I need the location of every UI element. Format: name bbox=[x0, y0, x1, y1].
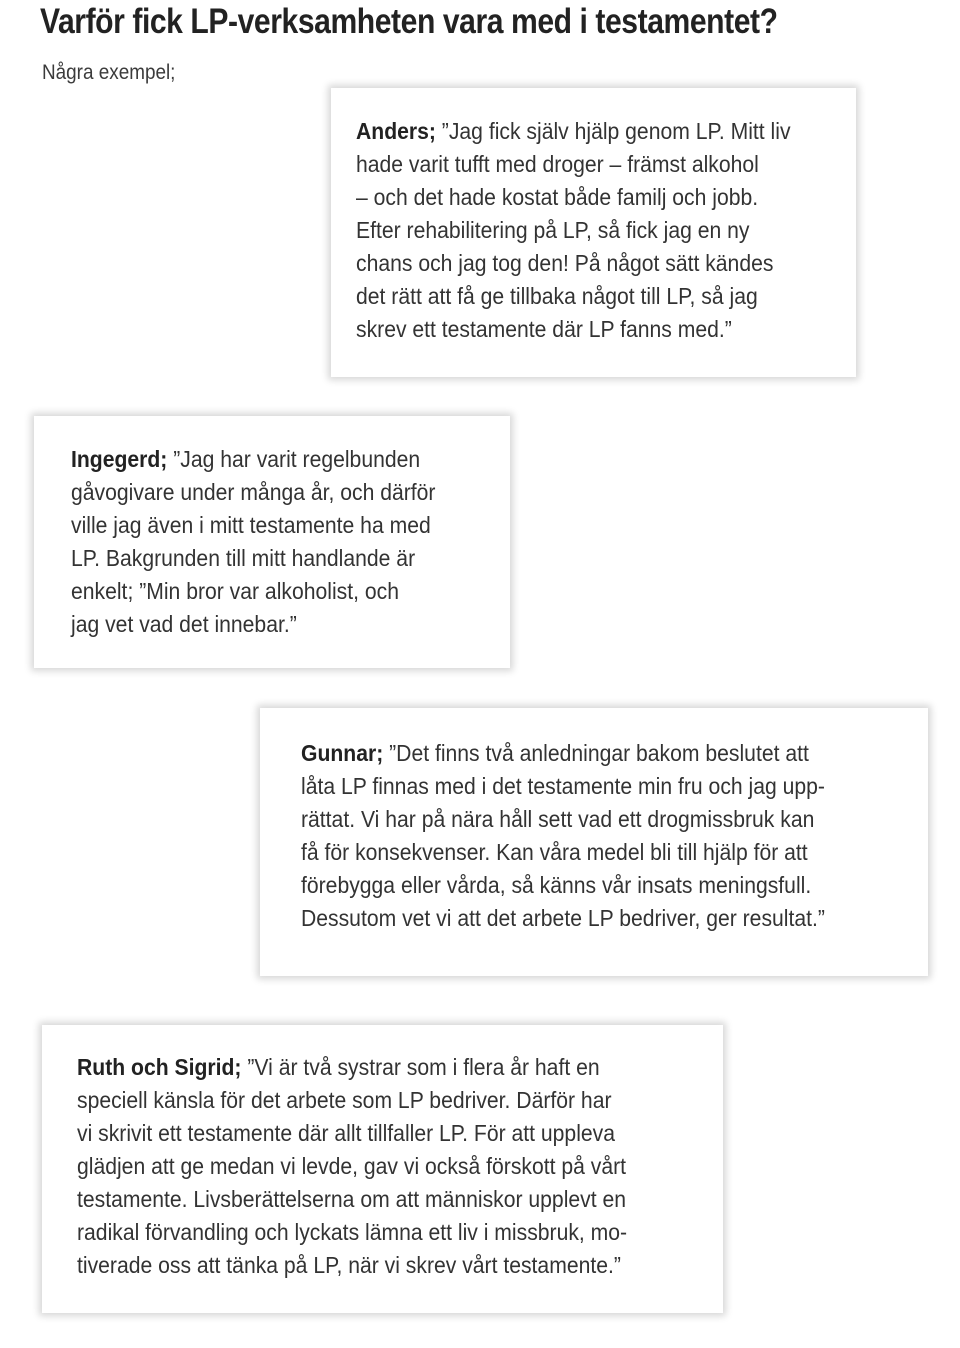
quote-line-text: ”Jag har varit regelbunden bbox=[173, 446, 421, 472]
quote-line: radikal förvandling och lyckats lämna ett liv i missbruk, mo- bbox=[77, 1219, 628, 1245]
quote-text bbox=[301, 737, 825, 935]
quote-line-text: ”Vi är två systrar som i flera år haft en bbox=[247, 1054, 600, 1080]
quote-line bbox=[301, 737, 825, 770]
speaker-name: Anders; bbox=[356, 118, 436, 144]
quote-box-ingegerd bbox=[34, 416, 510, 668]
quote-line: gåvogivare under många år, och därför bbox=[71, 479, 436, 505]
quote-line bbox=[71, 443, 435, 476]
quote-line: det rätt att få ge tillbaka något till LP, så jag bbox=[356, 283, 758, 309]
quote-line-text: ”Jag fick själv hjälp genom LP. Mitt liv bbox=[441, 118, 791, 144]
quote-box-gunnar bbox=[260, 708, 928, 976]
quote-line: speciell känsla för det arbete som LP bedriver. Därför har bbox=[77, 1087, 612, 1113]
quote-line: vi skrivit ett testamente där allt tillfaller LP. För att uppleva bbox=[77, 1120, 616, 1146]
quote-line: testamente. Livsberättelserna om att människor upplevt en bbox=[77, 1186, 627, 1212]
quote-line-text: ”Det finns två anledningar bakom beslutet att bbox=[389, 740, 809, 766]
quote-text bbox=[356, 115, 791, 346]
quote-line: tiverade oss att tänka på LP, när vi skrev vårt testamente.” bbox=[77, 1252, 621, 1278]
speaker-name: Ruth och Sigrid; bbox=[77, 1054, 242, 1080]
quote-line: rättat. Vi har på nära håll sett vad ett drogmissbruk kan bbox=[301, 806, 815, 832]
quote-box-anders bbox=[331, 88, 856, 377]
quote-line: få för konsekvenser. Kan våra medel bli till hjälp för att bbox=[301, 839, 808, 865]
quote-box-ruth-och-sigrid bbox=[42, 1025, 723, 1313]
quote-line: Dessutom vet vi att det arbete LP bedriver, ger resultat.” bbox=[301, 905, 825, 931]
quote-line: ville jag även i mitt testamente ha med bbox=[71, 512, 431, 538]
quote-line: förebygga eller vårda, så känns vår insats meningsfull. bbox=[301, 872, 812, 898]
quote-line: jag vet vad det innebar.” bbox=[71, 611, 297, 637]
quote-line: Efter rehabilitering på LP, så fick jag en ny bbox=[356, 217, 750, 243]
quote-line: låta LP finnas med i det testamente min fru och jag upp- bbox=[301, 773, 825, 799]
quote-line: enkelt; ”Min bror var alkoholist, och bbox=[71, 578, 399, 604]
quote-line: chans och jag tog den! På något sätt kändes bbox=[356, 250, 774, 276]
quote-line: – och det hade kostat både familj och jobb. bbox=[356, 184, 759, 210]
page-subtitle: Några exempel; bbox=[42, 61, 176, 84]
quote-line: LP. Bakgrunden till mitt handlande är bbox=[71, 545, 416, 571]
speaker-name: Ingegerd; bbox=[71, 446, 168, 472]
quote-text bbox=[71, 443, 435, 641]
quote-line bbox=[356, 115, 791, 148]
quote-line: glädjen att ge medan vi levde, gav vi också förskott på vårt bbox=[77, 1153, 627, 1179]
quote-line bbox=[77, 1051, 627, 1084]
page-title: Varför fick LP-verksamheten vara med i testamentet? bbox=[40, 2, 778, 41]
quote-text bbox=[77, 1051, 627, 1282]
quote-line: skrev ett testamente där LP fanns med.” bbox=[356, 316, 732, 342]
speaker-name: Gunnar; bbox=[301, 740, 384, 766]
quote-line: hade varit tufft med droger – främst alkohol bbox=[356, 151, 759, 177]
